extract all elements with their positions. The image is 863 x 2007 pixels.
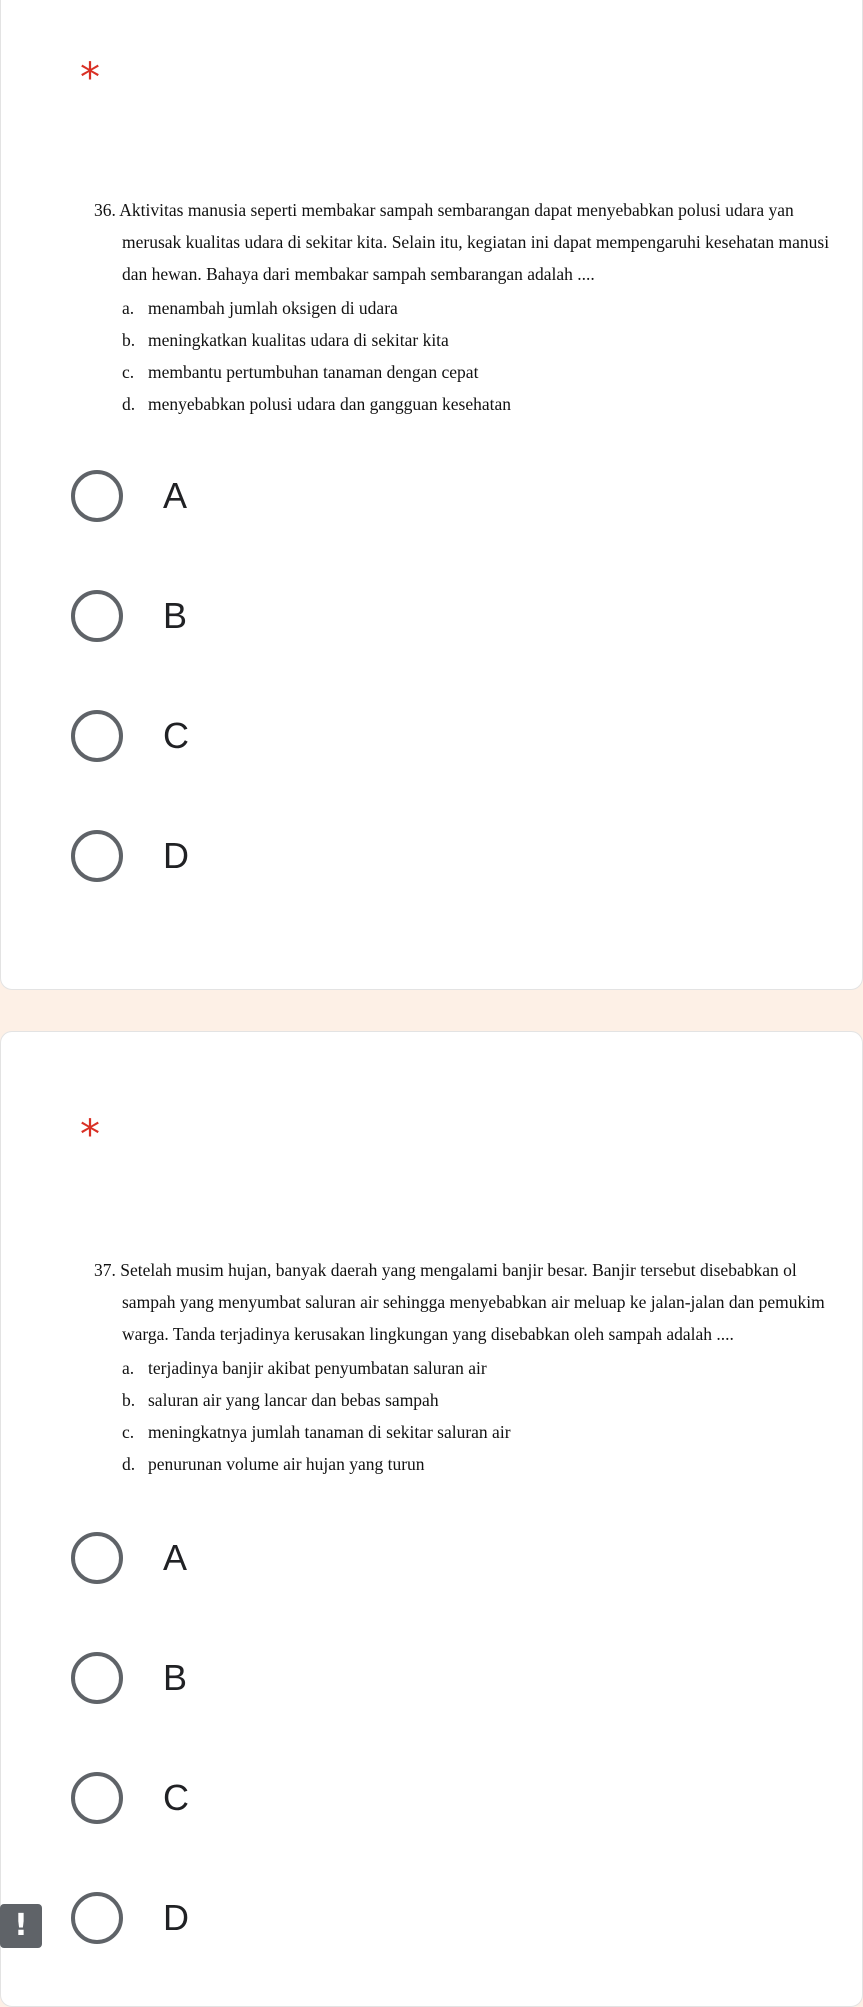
radio-button-icon[interactable] (71, 1892, 123, 1944)
option-letter: b. (122, 1390, 136, 1410)
radio-choice-b[interactable] (71, 1648, 187, 1708)
option-letter: d. (122, 394, 136, 414)
answer-option-a (122, 298, 398, 319)
radio-button-icon[interactable] (71, 1652, 123, 1704)
question-line: dan hewan. Bahaya dari membakar sampah sembarangan adalah .... (122, 264, 595, 284)
question-line: merusak kualitas udara di sekitar kita. Selain itu, kegiatan ini dapat mempengaruhi kesehatan manusi (122, 232, 830, 252)
radio-choice-d[interactable] (71, 1888, 189, 1948)
option-letter: b. (122, 330, 136, 350)
question-card-37 (0, 1031, 863, 2007)
required-asterisk: * (80, 1112, 100, 1158)
option-text: penurunan volume air hujan yang turun (148, 1454, 425, 1474)
option-text: membantu pertumbuhan tanaman dengan cepat (148, 362, 479, 382)
radio-choice-b[interactable] (71, 586, 187, 646)
radio-button-icon[interactable] (71, 1772, 123, 1824)
option-text: menambah jumlah oksigen di udara (148, 298, 398, 318)
question-card-36 (0, 0, 863, 990)
answer-option-d (122, 394, 511, 415)
alert-icon[interactable]: ! (0, 1904, 42, 1948)
choice-label: B (163, 1657, 188, 1698)
radio-choice-a[interactable] (71, 466, 187, 526)
radio-button-icon[interactable] (71, 830, 123, 882)
choice-label: C (163, 715, 189, 756)
radio-button-icon[interactable] (71, 1532, 123, 1584)
answer-option-c (122, 362, 478, 383)
radio-choice-d[interactable] (71, 826, 189, 886)
choice-label: C (163, 1777, 189, 1818)
answer-option-c (122, 1422, 511, 1443)
option-text: meningkatnya jumlah tanaman di sekitar saluran air (148, 1422, 511, 1442)
radio-choice-c[interactable] (71, 1768, 189, 1828)
choice-label: A (163, 475, 188, 516)
option-text: saluran air yang lancar dan bebas sampah (148, 1390, 439, 1410)
option-text: menyebabkan polusi udara dan gangguan kesehatan (148, 394, 511, 414)
radio-button-icon[interactable] (71, 590, 123, 642)
option-letter: d. (122, 1454, 136, 1474)
answer-option-b (122, 1390, 439, 1411)
required-asterisk: * (80, 55, 100, 101)
choice-label: D (163, 1897, 189, 1938)
choice-label: B (163, 595, 188, 636)
option-letter: c. (122, 1422, 135, 1442)
radio-button-icon[interactable] (71, 470, 123, 522)
option-letter: a. (122, 1358, 135, 1378)
option-text: terjadinya banjir akibat penyumbatan saluran air (148, 1358, 487, 1378)
question-line: 37. Setelah musim hujan, banyak daerah yang mengalami banjir besar. Banjir tersebut disebabkan ol (94, 1260, 797, 1280)
radio-button-icon[interactable] (71, 710, 123, 762)
option-letter: c. (122, 362, 135, 382)
radio-choice-c[interactable] (71, 706, 189, 766)
choice-label: D (163, 835, 189, 876)
choice-label: A (163, 1537, 188, 1578)
question-line: 36. Aktivitas manusia seperti membakar sampah sembarangan dapat menyebabkan polusi udara yan (94, 200, 794, 220)
answer-option-a (122, 1358, 487, 1379)
question-line: sampah yang menyumbat saluran air sehingga menyebabkan air meluap ke jalan-jalan dan pemukim (122, 1292, 825, 1312)
option-text: meningkatkan kualitas udara di sekitar kita (148, 330, 449, 350)
answer-option-d (122, 1454, 425, 1475)
answer-option-b (122, 330, 449, 351)
option-letter: a. (122, 298, 135, 318)
radio-choice-a[interactable] (71, 1528, 187, 1588)
question-line: warga. Tanda terjadinya kerusakan lingkungan yang disebabkan oleh sampah adalah .... (122, 1324, 734, 1344)
